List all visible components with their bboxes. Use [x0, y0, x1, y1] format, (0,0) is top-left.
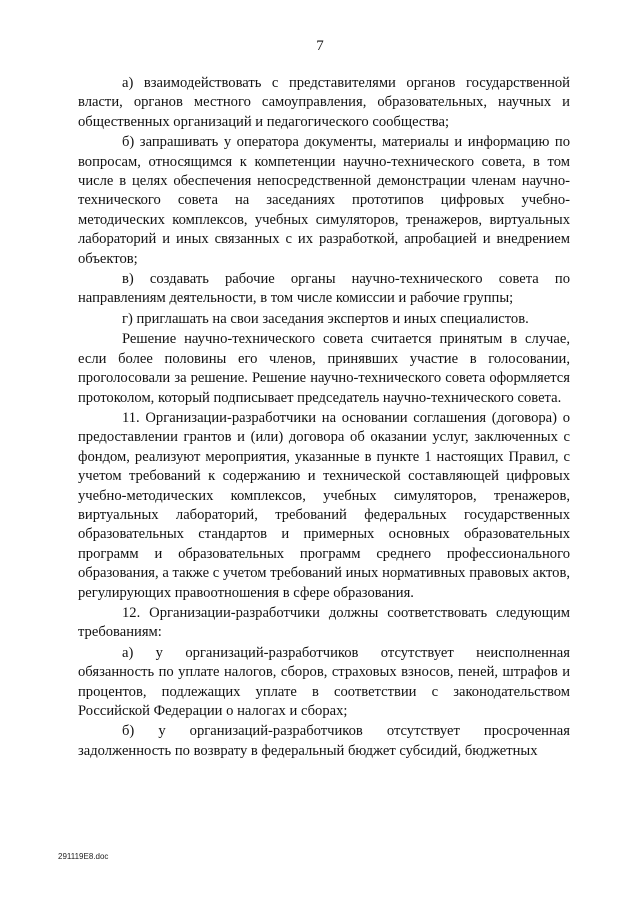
paragraph-g-invite: г) приглашать на свои заседания экспертов и иных специалистов.: [122, 310, 529, 327]
file-name-footer: 291119E8.doc: [58, 852, 109, 861]
paragraph-12-b: б) у организаций-разработчиков отсутствует просроченная задолженность по возврату в федеральный бюджет субсидий, бюджетных: [78, 723, 570, 759]
page-number: 7: [316, 38, 324, 54]
paragraph-11: 11. Организации-разработчики на основании соглашения (договора) о предоставлении грантов и (или) договора об оказании услуг, заключенных с фондом, реализуют мероприятия, указанные в пункте 1 настоящих Правил, с учетом требований к содержанию и технической составляющей цифровых учебно-методических комплексов, учебных симуляторов, тренажеров, виртуальных лабораторий, требований федеральных государственных образовательных стандартов и примерных основных образовательных программ и образовательных программ среднего профессионального образования, а также с учетом требований иных нормативных правовых актов, регулирующих правоотношения в сфере образования.: [78, 409, 570, 601]
paragraph-12: 12. Организации-разработчики должны соответствовать следующим требованиям:: [78, 604, 570, 641]
paragraph-a-interact: а) взаимодействовать с представителями органов государственной власти, органов местного самоуправления, образовательных, научных и общественных организаций и педагогического сообщества;: [78, 75, 570, 130]
paragraph-v-create: в) создавать рабочие органы научно-технического совета по направлениям деятельности, в том числе комиссии и рабочие группы;: [78, 271, 570, 307]
paragraph-b-request: б) запрашивать у оператора документы, материалы и информацию по вопросам, относящимся к компетенции научно-технического совета, в том числе в целях обеспечения непосредственной демонстрации членам научно-технического совета на заседаниях прототипов цифровых учебно-методических комплексов, учебных симуляторов, тренажеров, виртуальных лабораторий и иных связанных с их разработкой, апробацией и внедрением объектов;: [78, 134, 570, 267]
document-body: [78, 74, 570, 762]
paragraph-decision: Решение научно-технического совета считается принятым в случае, если более половины его членов, принявших участие в голосовании, проголосовали за решение. Решение научно-технического совета оформляется протоколом, который подписывает председатель научно-технического совета.: [78, 331, 570, 406]
paragraph-12-a: а) у организаций-разработчиков отсутствует неисполненная обязанность по уплате налогов, сборов, страховых взносов, пеней, штрафов и процентов, подлежащих уплате в соответствии с законодательством Российской Федерации о налогах и сборах;: [78, 644, 570, 719]
